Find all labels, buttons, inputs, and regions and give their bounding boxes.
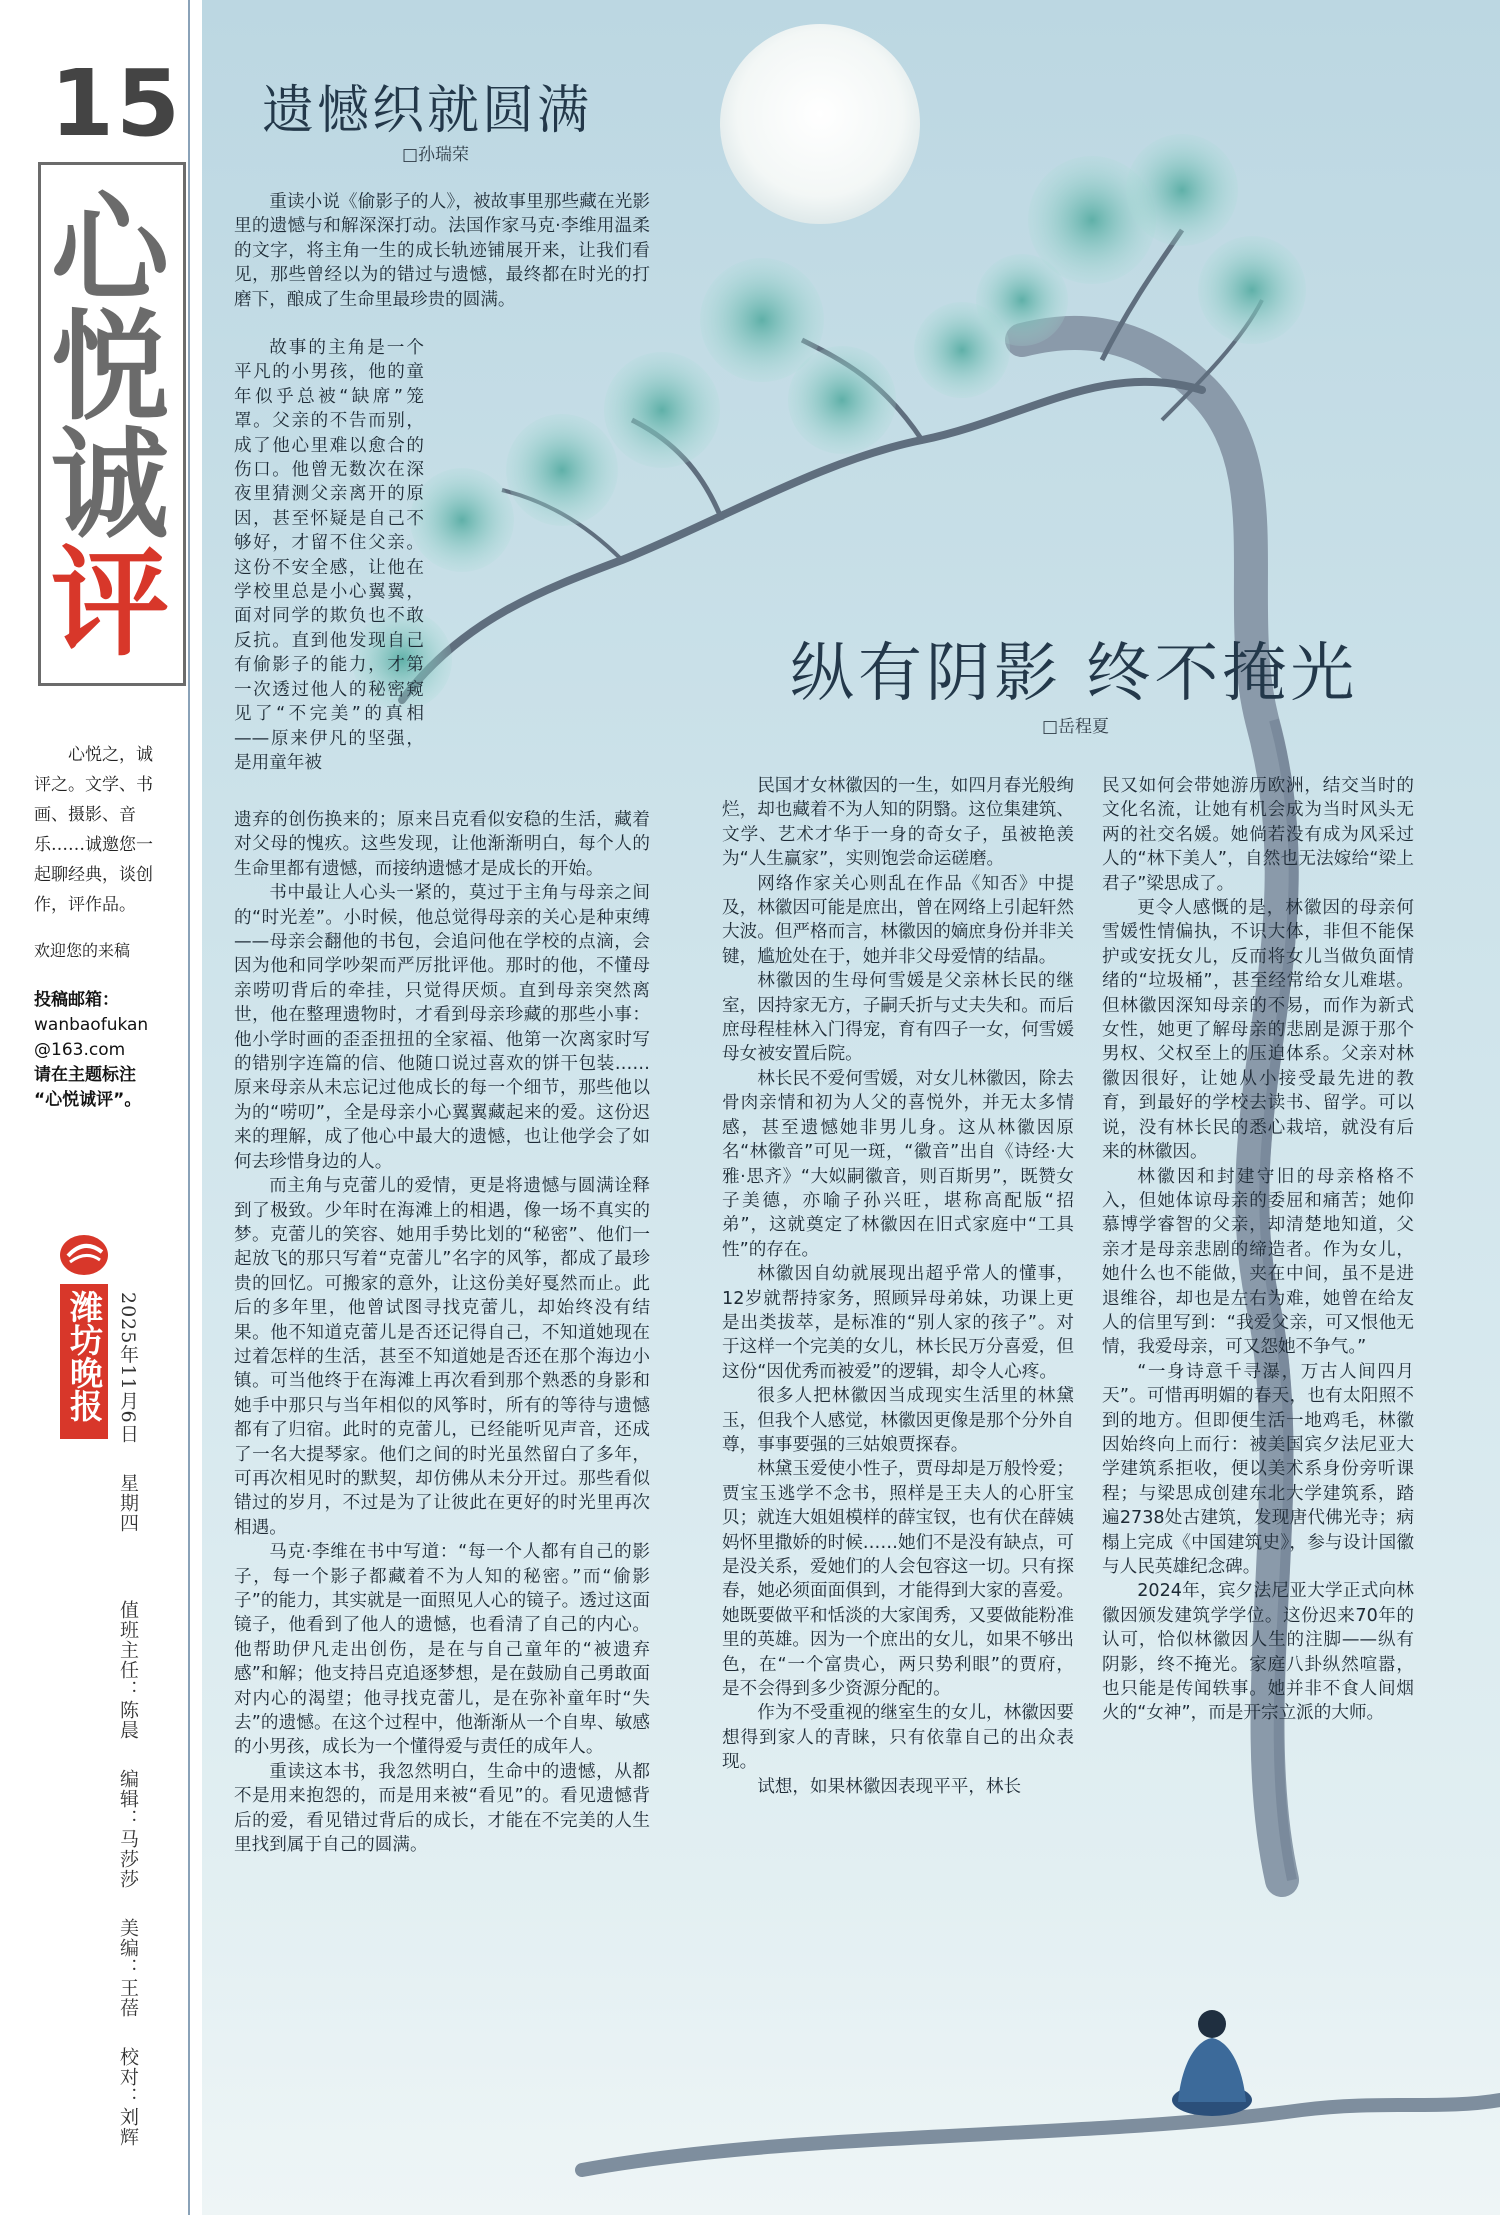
column-name-char: 评: [50, 533, 169, 672]
article-2-column-1: [722, 774, 1074, 1799]
paragraph: 2024年，宾夕法尼亚大学正式向林徽因颁发建筑学学位。这份迟来70年的认可，恰似林徽因人生的注脚——纵有阴影，终不掩光。家庭八卦纵然喧嚣，也只能是传闻轶事。她并非不食人间烟火的“女神”，而是开宗立派的大师。: [1102, 1581, 1414, 1724]
left-rail: [0, 0, 200, 2215]
paragraph: 马克·李维在书中写道：“每一个人都有自己的影子，每一个影子都藏着不为人知的秘密。”而“偷影子”的能力，其实就是一面照见人心的镜子。透过这面镜子，他看到了他人的遗憾，也看清了自己的内心。他帮助伊凡走出创伤，是在与自己童年的“被遗弃感”和解；他支持吕克追逐梦想，是在鼓励自己勇敢面对内心的渴望；他寻找克蕾儿，是在弥补童年时“失去”的遗憾。在这个过程中，他渐渐从一个自卑、敏感的小男孩，成长为一个懂得爱与责任的成年人。: [234, 1542, 650, 1758]
credit-designer: 美编：王蓓: [117, 1917, 139, 2018]
paragraph: 试想，如果林徽因表现平平，林长: [757, 1776, 1022, 1797]
paragraph: 林徽因自幼就展现出超乎常人的懂事，12岁就帮持家务，照顾异母弟妹，功课上更是出类拔萃，是标准的“别人家的孩子”。对于这样一个完美的女儿，林长民万分喜爱，但这份“因优秀而被爱”的逻辑，却令人心疼。: [722, 1264, 1074, 1382]
article-1-body: [234, 190, 650, 312]
welcome-text: 欢迎您的来稿: [34, 941, 131, 960]
article-1-title: 遗憾织就圆满: [262, 81, 593, 141]
column-name-char: 诚: [50, 415, 169, 554]
submission-info: [34, 988, 184, 1113]
paragraph: 林黛玉爱使小性子，贾母却是万般怜爱；贾宝玉逃学不念书，照样是王夫人的心肝宝贝；就连大姐姐模样的薛宝钗，也有伏在薛姨妈怀里撒娇的时候……她们不是没有缺点，可是没关系，爱她们的人会包容这一切。只有探春，她必须面面俱到，才能得到大家的喜爱。她既要做平和恬淡的大家闺秀，又要做能粉准里的英雄。因为一个庶出的女儿，如果不够出色，在“一个富贵心，两只势利眼”的贾府，是不会得到多少资源分配的。: [722, 1459, 1074, 1700]
paragraph: 民又如何会带她游历欧洲，结交当时的文化名流，让她有机会成为当时风头无两的社交名媛。她倘若没有成为风采过人的“林下美人”，自然也无法嫁给“梁上君子”梁思成了。: [1102, 776, 1414, 894]
issue-date: 2025年11月6日: [117, 1292, 139, 1444]
submission-note: 请在主题标注: [34, 1065, 136, 1085]
credit-editor: 编辑：马莎莎: [117, 1768, 139, 1889]
credit-proofreader: 校对：刘辉: [117, 2046, 139, 2147]
paragraph: 林徽因和封建守旧的母亲格格不入，但她体谅母亲的委屈和痛苦；她仰慕博学睿智的父亲，却清楚地知道，父亲才是母亲悲剧的缔造者。作为女儿，她什么也不能做，夹在中间，虽不是进退维谷，却也是左右为难，她曾在给友人的信里写到：“我爱父亲，可又恨他无情，我爱母亲，可又怨她不争气。”: [1102, 1166, 1414, 1358]
submission-email-line[interactable]: wanbaofukan: [34, 1015, 149, 1035]
paragraph: 更令人感慨的是，林徽因的母亲何雪媛性情偏执，不识大体，非但不能保护或安抚女儿，反而将女儿当做负面情绪的“垃圾桶”，甚至经常给女儿难堪。但林徽因深知母亲的不易，而作为新式女性，她更了解母亲的悲剧是源于那个男权、父权至上的压迫体系。父亲对林徽因很好，让她从小接受最先进的教育，到最好的学校去读书、留学。可以说，没有林长民的悉心栽培，就没有后来的林徽因。: [1102, 898, 1414, 1163]
paragraph: 书中最让人心头一紧的，莫过于主角与母亲之间的“时光差”。小时候，他总觉得母亲的关心是种束缚——母亲会翻他的书包，会追问他在学校的点滴，会因为他和同学吵架而严厉批评他。那时的他，不懂母亲唠叨背后的牵挂，只觉得厌烦。直到母亲突然离世，他在整理遗物时，才看到母亲珍藏的那些小事：他小学时画的歪歪扭扭的全家福、他第一次离家时写的错别字连篇的信、他随口说过喜欢的饼干包装……原来母亲从未忘记过他成长的每一个细节，那些他以为的“唠叨”，全是母亲小心翼翼藏起来的爱。这份迟来的理解，成了他心中最大的遗憾，也让他学会了如何去珍惜身边的人。: [234, 883, 650, 1172]
paragraph: 遗弃的创伤换来的；原来吕克看似安稳的生活，藏着对父母的愧疚。这些发现，让他渐渐明白，每个人的生命里都有遗憾，而接纳遗憾才是成长的开始。: [234, 810, 650, 879]
newspaper-name-text: 潍坊晚报: [65, 1290, 104, 1422]
credit-duty: 值班主任：陈晨: [117, 1599, 139, 1740]
submission-note: “心悦诚评”。: [34, 1090, 142, 1110]
paragraph: 民国才女林徽因的一生，如四月春光般绚烂，却也藏着不为人知的阴翳。这位集建筑、文学、艺术才华于一身的奇女子，虽被艳羡为“人生赢家”，实则饱尝命运磋磨。: [722, 776, 1074, 870]
column-name-char: 心: [50, 179, 169, 318]
masthead-info: [115, 1292, 142, 2169]
newspaper-name: [60, 1284, 108, 1439]
paragraph: 很多人把林徽因当成现实生活里的林黛玉，但我个人感觉，林徽因更像是那个分外自尊，事事要强的三姑娘贾探春。: [722, 1386, 1074, 1455]
rail-divider: [188, 0, 190, 2215]
article-2-column-2: [1102, 774, 1414, 1726]
article-2-title: 纵有阴影 终不掩光: [790, 637, 1359, 711]
paragraph: 网络作家关心则乱在作品《知否》中提及，林徽因可能是庶出，曾在网络上引起轩然大波。但严格而言，林徽因的嫡庶身份并非关键，尴尬处在于，她并非父母爱情的结晶。: [722, 873, 1074, 967]
article-2-author: □岳程夏: [1042, 717, 1110, 737]
paragraph: “一身诗意千寻瀑，万古人间四月天”。可惜再明媚的春天，也有太阳照不到的地方。但即便生活一地鸡毛，林徽因始终向上而行：被美国宾夕法尼亚大学建筑系拒收，便以美术系身份旁听课程；与梁思成创建东北大学建筑系，踏遍2738处古建筑，发现唐代佛光寺；病榻上完成《中国建筑史》，参与设计国徽与人民英雄纪念碑。: [1102, 1361, 1414, 1577]
seated-figure: [1172, 2010, 1252, 2116]
rock-ledge: [582, 2100, 1500, 2170]
paragraph: 而主角与克蕾儿的爱情，更是将遗憾与圆满诠释到了极致。少年时在海滩上的相遇，像一场不真实的梦。克蕾儿的笑容、她用手势比划的“秘密”、他们一起放飞的那只写着“克蕾儿”名字的风筝，都成了最珍贵的回忆。可搬家的意外，让这份美好戛然而止。此后的多年里，他曾试图寻找克蕾儿，却始终没有结果。他不知道克蕾儿是否还记得自己，不知道她现在过着怎样的生活，甚至不知道她是否还在那个海边小镇。可当他终于在海滩上再次看到那个熟悉的身影和她手中那只与当年相似的风筝时，所有的等待与遗憾都有了归宿。此时的克蕾儿，已经能听见声音，还成了一名大提琴家。他们之间的时光虽然留白了多年，可再次相见时的默契，却仿佛从未分开过。那些看似错过的岁月，不过是为了让彼此在更好的时光里再次相遇。: [234, 1176, 650, 1538]
column-intro: 心悦之，诚评之。文学、书画、摄影、音乐……诚邀您一起聊经典，谈创作，评作品。: [34, 745, 153, 915]
column-name-char: 悦: [50, 297, 169, 436]
article-1-wrapped-paragraph: [234, 336, 424, 775]
issue-weekday: 星期四: [117, 1472, 139, 1533]
moon-icon: [720, 24, 920, 224]
paragraph: 林徽因的生母何雪媛是父亲林长民的继室，因持家无方，子嗣夭折与丈夫失和。而后庶母程桂林入门得宠，育有四子一女，何雪媛母女被安置后院。: [722, 971, 1074, 1065]
paragraph: 重读这本书，我忽然明白，生命中的遗憾，从都不是用来抱怨的，而是用来被“看见”的。看见遗憾背后的爱，看见错过背后的成长，才能在不完美的人生里找到属于自己的圆满。: [234, 1761, 650, 1856]
paragraph: 故事的主角是一个平凡的小男孩，他的童年似乎总被“缺席”笼罩。父亲的不告而别，成了他心里难以愈合的伤口。他曾无数次在深夜里猜测父亲离开的原因，甚至怀疑是自己不够好，才留不住父亲。这份不安全感，让他在学校里总是小心翼翼，面对同学的欺负也不敢反抗。直到他发现自己有偷影子的能力，才第一次透过他人的秘密窥见了“不完美”的真相——原来伊凡的坚强，是用童年被: [234, 338, 424, 773]
newspaper-logo-icon: [58, 1232, 110, 1278]
page-number: 15: [50, 50, 183, 157]
paragraph: 林长民不爱何雪媛，对女儿林徽因，除去骨肉亲情和初为人父的喜悦外，并无太多情感，甚至遗憾她非男儿身。这从林徽因原名“林徽音”可见一斑，“徽音”出自《诗经·大雅·思齐》“大姒嗣徽音，则百斯男”，既赞女子美德，亦喻子孙兴旺，堪称高配版“招弟”，这就奠定了林徽因在旧式家庭中“工具性”的存在。: [722, 1068, 1074, 1260]
paragraph: 作为不受重视的继室生的女儿，林徽因要想得到家人的青睐，只有依靠自己的出众表现。: [722, 1703, 1074, 1773]
article-1-author: □孙瑞荣: [402, 145, 470, 165]
paragraph: 重读小说《偷影子的人》，被故事里那些藏在光影里的遗憾与和解深深打动。法国作家马克·李维用温柔的文字，将主角一生的成长轨迹铺展开来，让我们看见，那些曾经以为的错过与遗憾，最终都在时光的打磨下，酿成了生命里最珍贵的圆满。: [234, 192, 650, 310]
submission-label: 投稿邮箱：: [34, 990, 119, 1010]
submission-email-line[interactable]: @163.com: [34, 1040, 126, 1060]
article-1-body-continued: [234, 808, 650, 1857]
